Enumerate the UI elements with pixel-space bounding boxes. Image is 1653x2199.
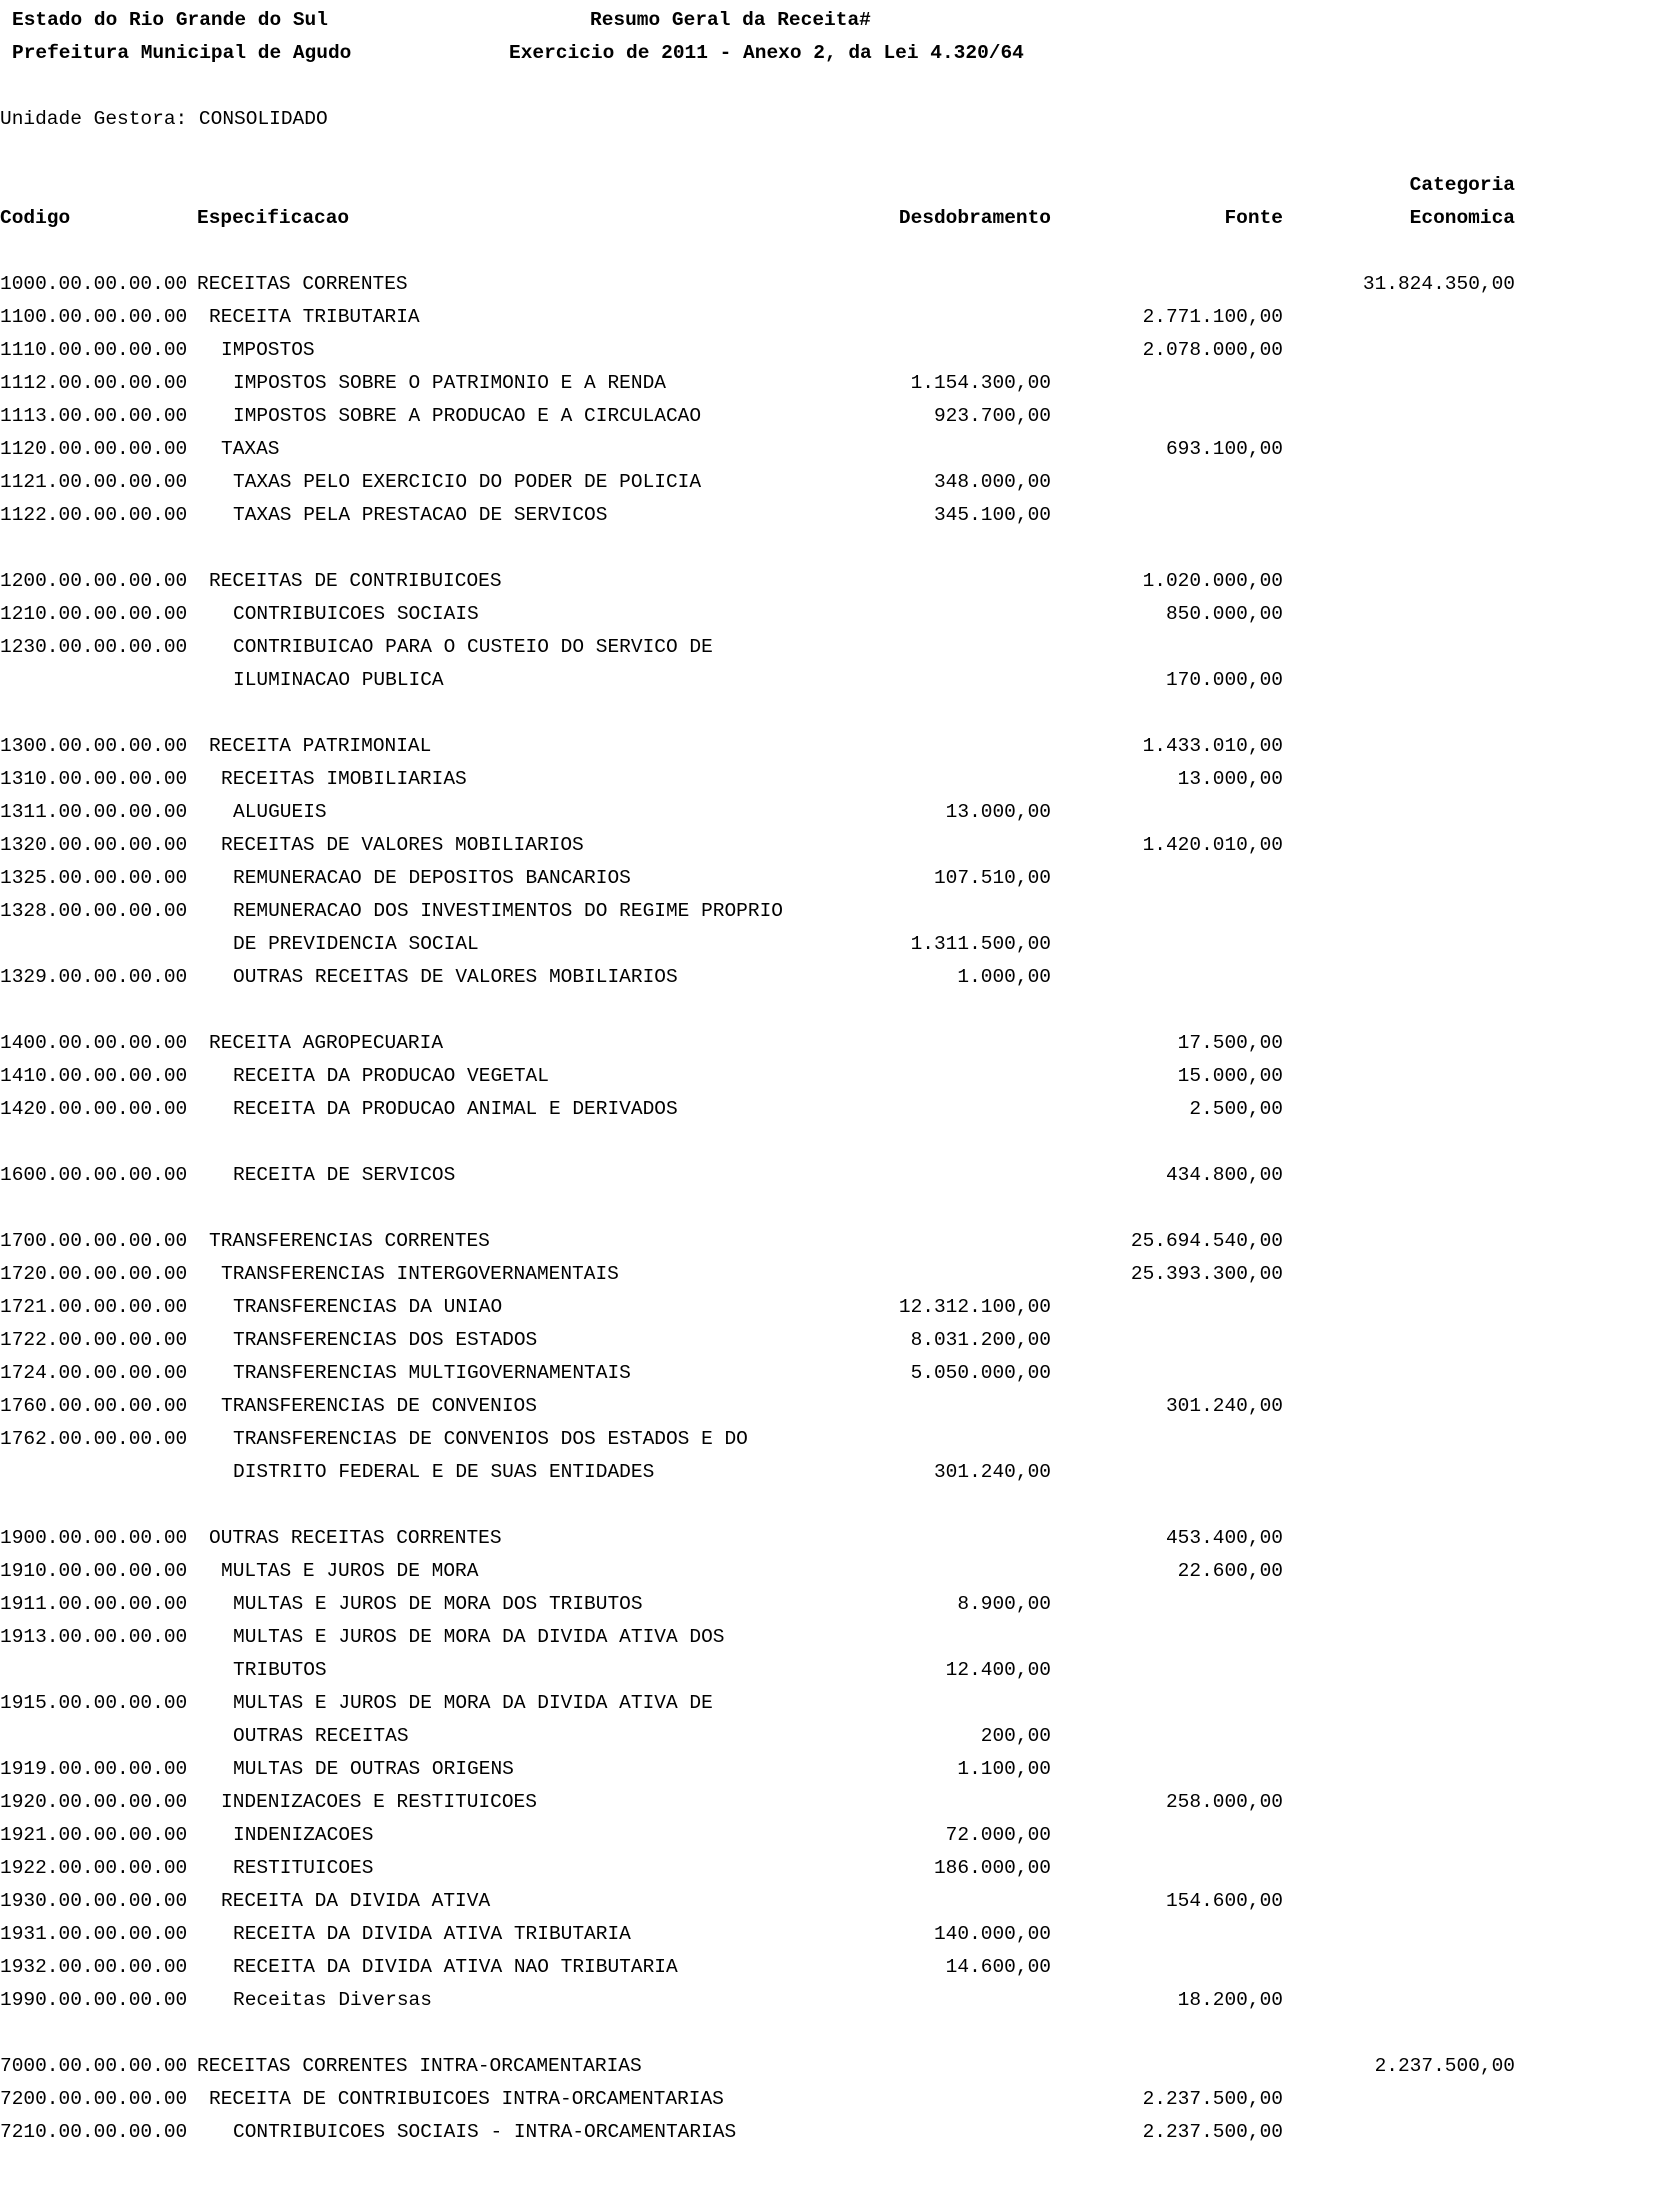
state-name: Estado do Rio Grande do Sul — [12, 9, 328, 31]
row-specification: ALUGUEIS — [233, 801, 327, 823]
row-code: 1325.00.00.00.00 — [0, 867, 188, 889]
row-code: 1328.00.00.00.00 — [0, 900, 188, 922]
exercise-description: Exercicio de 2011 - Anexo 2, da Lei 4.320/64 — [509, 42, 1024, 64]
row-fonte: 1.020.000,00 — [1142, 570, 1283, 592]
row-specification: TAXAS PELO EXERCICIO DO PODER DE POLICIA — [233, 471, 702, 493]
row-specification: TRANSFERENCIAS DOS ESTADOS — [233, 1329, 538, 1351]
row-code: 1000.00.00.00.00 — [0, 273, 188, 295]
row-categoria-economica: 2.237.500,00 — [1374, 2055, 1515, 2077]
row-desdobramento: 345.100,00 — [933, 504, 1051, 526]
row-code: 1400.00.00.00.00 — [0, 1032, 188, 1054]
row-specification: REMUNERACAO DE DEPOSITOS BANCARIOS — [233, 867, 631, 889]
row-specification: MULTAS E JUROS DE MORA — [221, 1560, 479, 1582]
row-code: 1600.00.00.00.00 — [0, 1164, 188, 1186]
row-specification: OUTRAS RECEITAS — [233, 1725, 409, 1747]
row-fonte: 434.800,00 — [1165, 1164, 1283, 1186]
row-code: 1320.00.00.00.00 — [0, 834, 188, 856]
row-code: 1310.00.00.00.00 — [0, 768, 188, 790]
row-desdobramento: 8.031.200,00 — [910, 1329, 1051, 1351]
row-code: 1760.00.00.00.00 — [0, 1395, 188, 1417]
row-code: 1420.00.00.00.00 — [0, 1098, 188, 1120]
row-specification: TRANSFERENCIAS DE CONVENIOS — [221, 1395, 537, 1417]
row-specification: TAXAS PELA PRESTACAO DE SERVICOS — [233, 504, 608, 526]
row-specification: CONTRIBUICOES SOCIAIS — [233, 603, 479, 625]
row-specification: TAXAS — [221, 438, 280, 460]
row-code: 1922.00.00.00.00 — [0, 1857, 188, 1879]
row-desdobramento: 140.000,00 — [933, 1923, 1051, 1945]
row-specification: RECEITA DA DIVIDA ATIVA NAO TRIBUTARIA — [233, 1956, 678, 1978]
row-fonte: 15.000,00 — [1177, 1065, 1283, 1087]
row-code: 1931.00.00.00.00 — [0, 1923, 188, 1945]
row-code: 7000.00.00.00.00 — [0, 2055, 188, 2077]
row-fonte: 301.240,00 — [1165, 1395, 1283, 1417]
row-desdobramento: 8.900,00 — [957, 1593, 1051, 1615]
row-fonte: 25.393.300,00 — [1130, 1263, 1283, 1285]
row-desdobramento: 107.510,00 — [933, 867, 1051, 889]
column-header-codigo: Codigo — [0, 207, 71, 229]
row-code: 1300.00.00.00.00 — [0, 735, 188, 757]
row-specification: Receitas Diversas — [233, 1989, 432, 2011]
row-specification: TRANSFERENCIAS INTERGOVERNAMENTAIS — [221, 1263, 619, 1285]
row-fonte: 154.600,00 — [1165, 1890, 1283, 1912]
row-fonte: 693.100,00 — [1165, 438, 1283, 460]
row-fonte: 2.500,00 — [1189, 1098, 1283, 1120]
management-unit: Unidade Gestora: CONSOLIDADO — [0, 108, 328, 130]
row-desdobramento: 72.000,00 — [945, 1824, 1051, 1846]
row-specification: RECEITAS DE CONTRIBUICOES — [209, 570, 502, 592]
row-specification: INDENIZACOES E RESTITUICOES — [221, 1791, 537, 1813]
row-code: 7200.00.00.00.00 — [0, 2088, 188, 2110]
row-code: 1121.00.00.00.00 — [0, 471, 188, 493]
row-specification: RECEITA DE SERVICOS — [233, 1164, 456, 1186]
row-fonte: 2.771.100,00 — [1142, 306, 1283, 328]
row-code: 1100.00.00.00.00 — [0, 306, 188, 328]
row-desdobramento: 1.000,00 — [957, 966, 1051, 988]
row-code: 1930.00.00.00.00 — [0, 1890, 188, 1912]
row-specification: RECEITA DA PRODUCAO VEGETAL — [233, 1065, 549, 1087]
row-specification: IMPOSTOS SOBRE A PRODUCAO E A CIRCULACAO — [233, 405, 702, 427]
row-desdobramento: 301.240,00 — [933, 1461, 1051, 1483]
row-fonte: 2.237.500,00 — [1142, 2121, 1283, 2143]
row-fonte: 850.000,00 — [1165, 603, 1283, 625]
row-code: 1921.00.00.00.00 — [0, 1824, 188, 1846]
row-fonte: 1.420.010,00 — [1142, 834, 1283, 856]
row-code: 1913.00.00.00.00 — [0, 1626, 188, 1648]
row-specification: RECEITAS IMOBILIARIAS — [221, 768, 467, 790]
row-code: 1722.00.00.00.00 — [0, 1329, 188, 1351]
row-specification: REMUNERACAO DOS INVESTIMENTOS DO REGIME PROPRIO — [233, 900, 783, 922]
row-specification: RECEITA DE CONTRIBUICOES INTRA-ORCAMENTARIAS — [209, 2088, 724, 2110]
row-code: 1720.00.00.00.00 — [0, 1263, 188, 1285]
row-code: 7210.00.00.00.00 — [0, 2121, 188, 2143]
row-desdobramento: 12.400,00 — [945, 1659, 1051, 1681]
row-code: 1721.00.00.00.00 — [0, 1296, 188, 1318]
row-desdobramento: 1.100,00 — [957, 1758, 1051, 1780]
row-specification: RESTITUICOES — [233, 1857, 374, 1879]
row-specification: ILUMINACAO PUBLICA — [233, 669, 444, 691]
row-desdobramento: 12.312.100,00 — [898, 1296, 1051, 1318]
row-code: 1762.00.00.00.00 — [0, 1428, 188, 1450]
row-code: 1120.00.00.00.00 — [0, 438, 188, 460]
column-header-categoria: Categoria — [1409, 174, 1515, 196]
row-specification: IMPOSTOS — [221, 339, 315, 361]
row-desdobramento: 348.000,00 — [933, 471, 1051, 493]
row-desdobramento: 200,00 — [980, 1725, 1051, 1747]
row-desdobramento: 5.050.000,00 — [910, 1362, 1051, 1384]
row-specification: DISTRITO FEDERAL E DE SUAS ENTIDADES — [233, 1461, 655, 1483]
row-code: 1329.00.00.00.00 — [0, 966, 188, 988]
row-code: 1932.00.00.00.00 — [0, 1956, 188, 1978]
row-code: 1410.00.00.00.00 — [0, 1065, 188, 1087]
row-code: 1724.00.00.00.00 — [0, 1362, 188, 1384]
row-specification: RECEITA DA DIVIDA ATIVA — [221, 1890, 491, 1912]
row-specification: OUTRAS RECEITAS DE VALORES MOBILIARIOS — [233, 966, 678, 988]
row-desdobramento: 923.700,00 — [933, 405, 1051, 427]
row-code: 1113.00.00.00.00 — [0, 405, 188, 427]
row-code: 1910.00.00.00.00 — [0, 1560, 188, 1582]
row-code: 1200.00.00.00.00 — [0, 570, 188, 592]
row-fonte: 453.400,00 — [1165, 1527, 1283, 1549]
row-code: 1311.00.00.00.00 — [0, 801, 188, 823]
row-fonte: 2.078.000,00 — [1142, 339, 1283, 361]
row-specification: TRANSFERENCIAS DE CONVENIOS DOS ESTADOS E DO — [233, 1428, 748, 1450]
row-specification: TRANSFERENCIAS CORRENTES — [209, 1230, 490, 1252]
row-specification: MULTAS DE OUTRAS ORIGENS — [233, 1758, 514, 1780]
row-desdobramento: 14.600,00 — [945, 1956, 1051, 1978]
row-fonte: 17.500,00 — [1177, 1032, 1283, 1054]
row-specification: RECEITA TRIBUTARIA — [209, 306, 420, 328]
row-code: 1911.00.00.00.00 — [0, 1593, 188, 1615]
row-specification: RECEITA DA PRODUCAO ANIMAL E DERIVADOS — [233, 1098, 678, 1120]
row-code: 1915.00.00.00.00 — [0, 1692, 188, 1714]
row-specification: MULTAS E JUROS DE MORA DOS TRIBUTOS — [233, 1593, 643, 1615]
row-code: 1110.00.00.00.00 — [0, 339, 188, 361]
row-fonte: 25.694.540,00 — [1130, 1230, 1283, 1252]
row-specification: TRANSFERENCIAS DA UNIAO — [233, 1296, 503, 1318]
row-specification: RECEITA PATRIMONIAL — [209, 735, 432, 757]
row-specification: OUTRAS RECEITAS CORRENTES — [209, 1527, 502, 1549]
row-fonte: 18.200,00 — [1177, 1989, 1283, 2011]
column-header-desdobramento: Desdobramento — [898, 207, 1051, 229]
row-code: 1900.00.00.00.00 — [0, 1527, 188, 1549]
row-fonte: 1.433.010,00 — [1142, 735, 1283, 757]
municipality-name: Prefeitura Municipal de Agudo — [12, 42, 352, 64]
row-specification: INDENIZACOES — [233, 1824, 374, 1846]
row-specification: IMPOSTOS SOBRE O PATRIMONIO E A RENDA — [233, 372, 666, 394]
row-code: 1122.00.00.00.00 — [0, 504, 188, 526]
row-code: 1920.00.00.00.00 — [0, 1791, 188, 1813]
row-specification: TRIBUTOS — [233, 1659, 327, 1681]
row-specification: MULTAS E JUROS DE MORA DA DIVIDA ATIVA DOS — [233, 1626, 725, 1648]
row-specification: DE PREVIDENCIA SOCIAL — [233, 933, 479, 955]
row-specification: RECEITAS CORRENTES INTRA-ORCAMENTARIAS — [197, 2055, 642, 2077]
row-fonte: 22.600,00 — [1177, 1560, 1283, 1582]
row-fonte: 170.000,00 — [1165, 669, 1283, 691]
column-header-fonte: Fonte — [1224, 207, 1283, 229]
row-desdobramento: 186.000,00 — [933, 1857, 1051, 1879]
row-desdobramento: 13.000,00 — [945, 801, 1051, 823]
row-categoria-economica: 31.824.350,00 — [1362, 273, 1515, 295]
row-specification: CONTRIBUICAO PARA O CUSTEIO DO SERVICO DE — [233, 636, 713, 658]
row-fonte: 13.000,00 — [1177, 768, 1283, 790]
row-specification: TRANSFERENCIAS MULTIGOVERNAMENTAIS — [233, 1362, 631, 1384]
row-code: 1919.00.00.00.00 — [0, 1758, 188, 1780]
row-code: 1230.00.00.00.00 — [0, 636, 188, 658]
row-specification: RECEITA AGROPECUARIA — [209, 1032, 444, 1054]
row-code: 1112.00.00.00.00 — [0, 372, 188, 394]
row-fonte: 2.237.500,00 — [1142, 2088, 1283, 2110]
row-specification: RECEITAS CORRENTES — [197, 273, 408, 295]
column-header-economica: Economica — [1409, 207, 1515, 229]
row-specification: RECEITAS DE VALORES MOBILIARIOS — [221, 834, 584, 856]
row-specification: RECEITA DA DIVIDA ATIVA TRIBUTARIA — [233, 1923, 631, 1945]
report-title: Resumo Geral da Receita# — [590, 9, 871, 31]
row-code: 1700.00.00.00.00 — [0, 1230, 188, 1252]
row-code: 1990.00.00.00.00 — [0, 1989, 188, 2011]
row-desdobramento: 1.311.500,00 — [910, 933, 1051, 955]
row-fonte: 258.000,00 — [1165, 1791, 1283, 1813]
row-code: 1210.00.00.00.00 — [0, 603, 188, 625]
row-desdobramento: 1.154.300,00 — [910, 372, 1051, 394]
row-specification: MULTAS E JUROS DE MORA DA DIVIDA ATIVA DE — [233, 1692, 713, 1714]
row-specification: CONTRIBUICOES SOCIAIS - INTRA-ORCAMENTARIAS — [233, 2121, 737, 2143]
column-header-especificacao: Especificacao — [197, 207, 350, 229]
